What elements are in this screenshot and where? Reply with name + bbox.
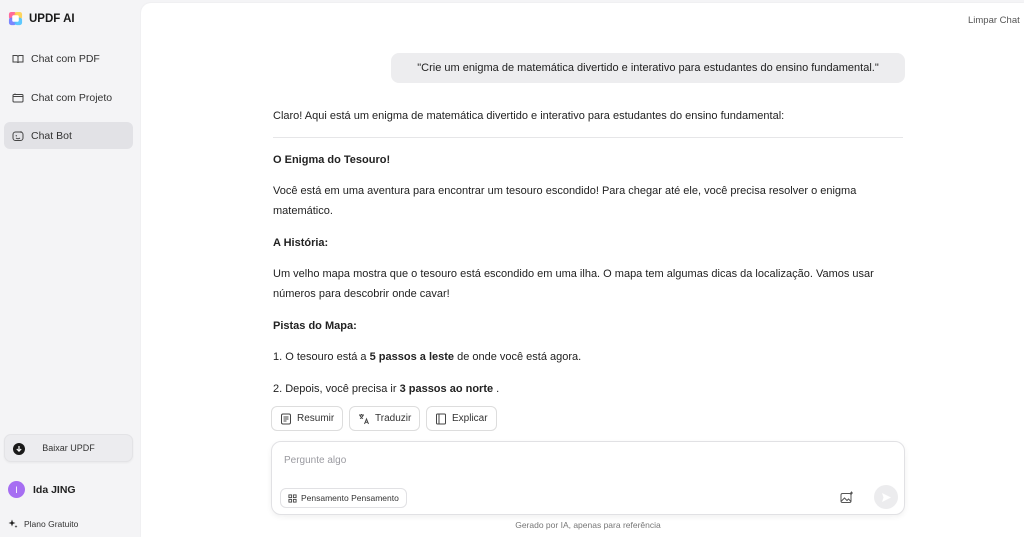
translate-icon	[358, 413, 370, 425]
summarize-button[interactable]: Resumir	[271, 406, 343, 431]
user-message-bubble	[391, 53, 905, 83]
answer-heading-clues: Pistas do Mapa:	[273, 320, 357, 332]
send-button[interactable]	[874, 485, 898, 509]
brand[interactable]	[8, 11, 75, 26]
user-name: Ida JING	[33, 483, 76, 496]
clue-item: 1. O tesouro está a 5 passos a leste de onde você está agora.	[273, 351, 582, 363]
grid-icon	[288, 494, 297, 503]
explain-button[interactable]: Explicar	[426, 406, 497, 431]
attach-image-button[interactable]	[838, 488, 856, 506]
sparkle-icon	[8, 519, 18, 529]
answer-paragraph: Você está em uma aventura para encontrar um tesouro escondido! Para chegar até ele, você precisa resolver o enigma matemático.	[273, 185, 857, 217]
sidebar	[0, 0, 140, 537]
answer-title: O Enigma do Tesouro!	[273, 154, 391, 166]
clue-item: 2. Depois, você precisa ir 3 passos ao norte .	[273, 383, 500, 395]
sidebar-item-label: Chat com Projeto	[31, 91, 113, 104]
updf-logo-icon	[8, 11, 23, 26]
sidebar-item-chat-project[interactable]	[4, 84, 133, 111]
plan-label: Plano Gratuito	[24, 519, 79, 529]
image-icon	[840, 491, 854, 504]
answer-divider	[273, 137, 903, 138]
download-updf-button[interactable]	[4, 434, 133, 462]
app-name: UPDF AI	[29, 12, 75, 25]
send-icon	[881, 492, 892, 503]
avatar: I	[8, 481, 25, 498]
folder-icon	[12, 92, 24, 104]
sidebar-item-chat-pdf[interactable]	[4, 45, 133, 72]
user-message-text: "Crie um enigma de matemática divertido e interativo para estudantes do ensino fundamental."	[417, 62, 879, 74]
sidebar-item-label: Chat Bot	[31, 129, 72, 142]
explain-book-icon	[435, 413, 447, 425]
chat-input[interactable]	[284, 452, 884, 468]
thinking-mode-toggle[interactable]: Pensamento Pensamento	[280, 488, 407, 508]
download-label: Baixar UPDF	[42, 443, 95, 453]
ai-disclaimer: Gerado por IA, apenas para referência	[515, 520, 661, 530]
sidebar-item-label: Chat com PDF	[31, 52, 100, 65]
answer-paragraph: Um velho mapa mostra que o tesouro está escondido em uma ilha. O mapa tem algumas dicas da localização. Vamos usar números para descobrir onde cavar!	[273, 268, 874, 300]
sidebar-item-chat-bot[interactable]	[4, 122, 133, 149]
translate-button[interactable]: Traduzir	[349, 406, 420, 431]
summary-icon	[280, 413, 292, 425]
plan-link[interactable]	[8, 519, 78, 529]
assistant-answer	[273, 100, 905, 395]
user-profile[interactable]	[8, 481, 76, 498]
answer-intro: Claro! Aqui está um enigma de matemática divertido e interativo para estudantes do ensino fundamental:	[273, 110, 785, 122]
chat-composer	[271, 441, 905, 515]
book-icon	[12, 53, 24, 65]
bot-icon	[12, 130, 24, 142]
clear-chat-button[interactable]: Limpar Chat	[968, 15, 1020, 26]
answer-heading-history: A História:	[273, 237, 329, 249]
